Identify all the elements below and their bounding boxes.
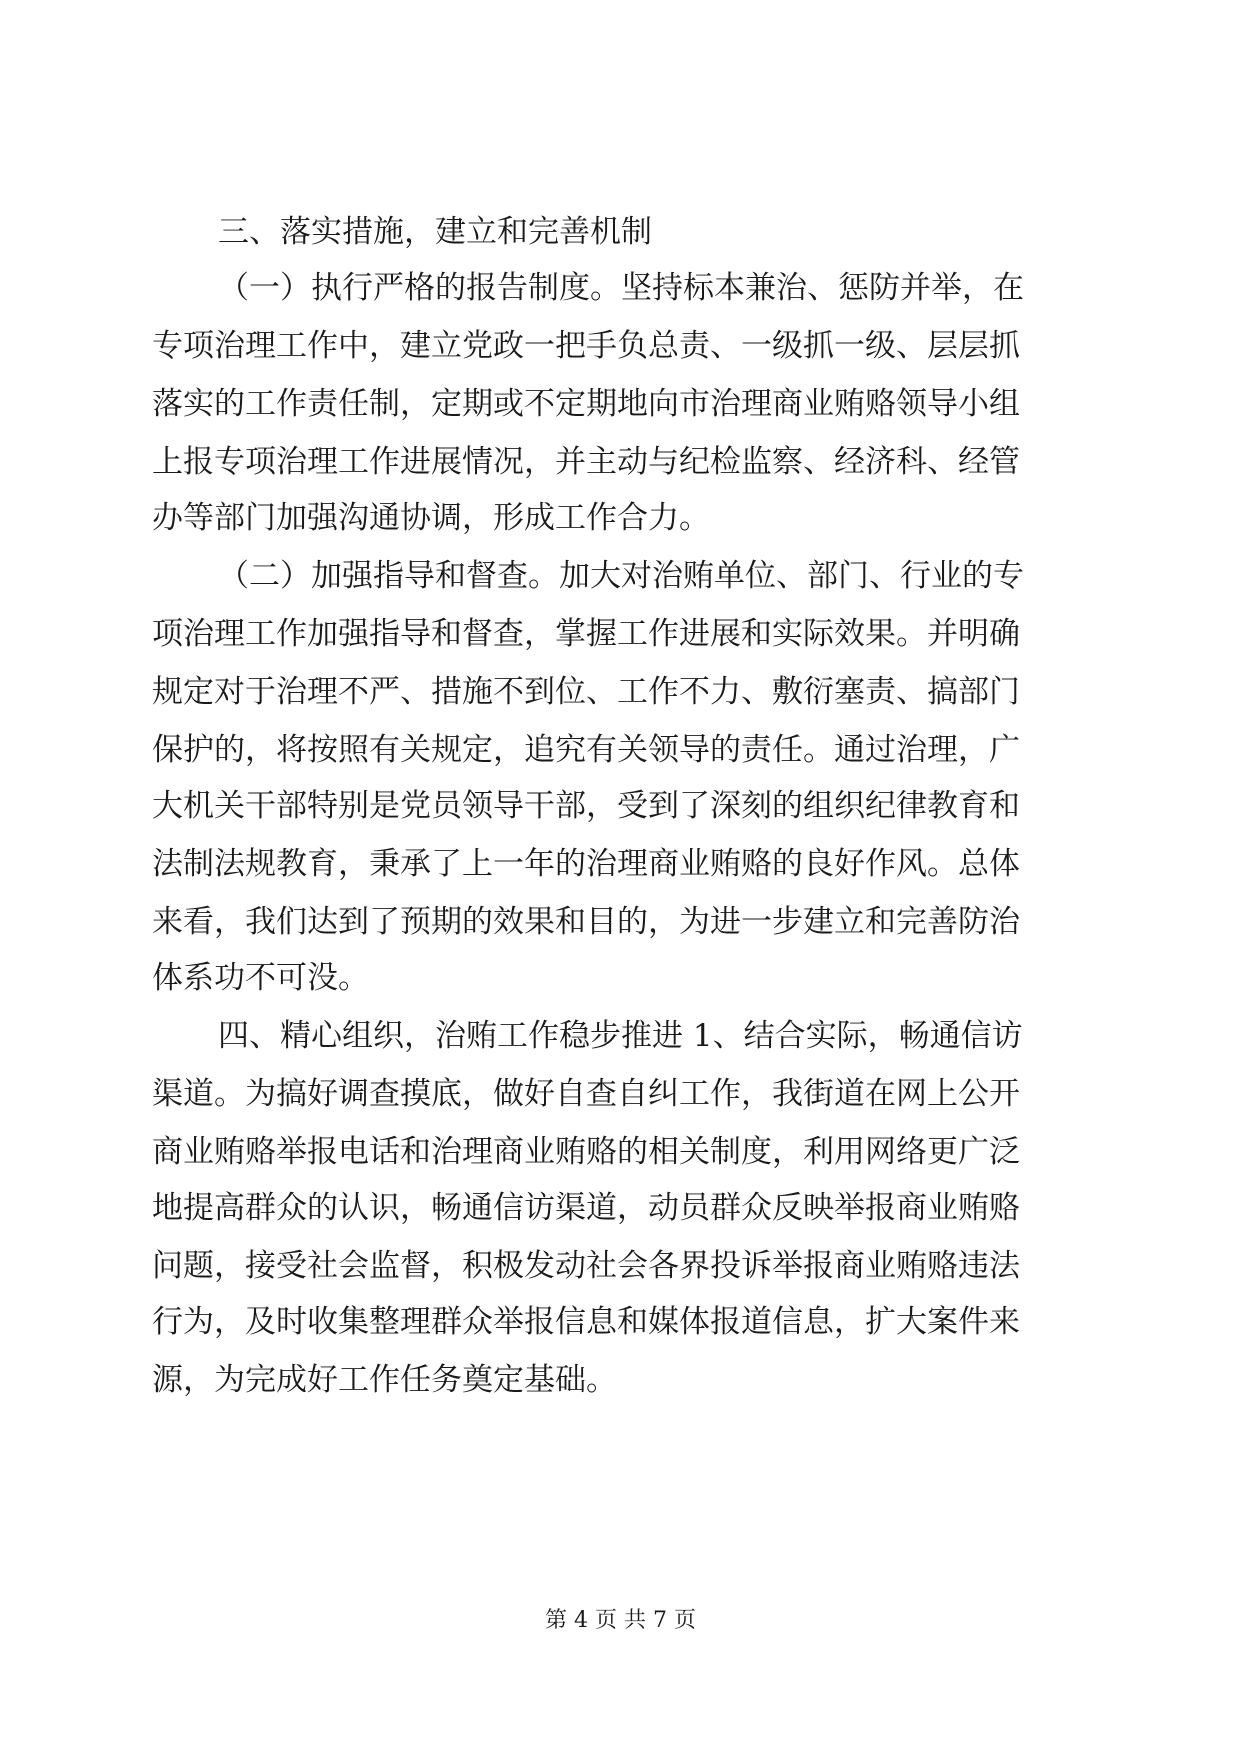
paragraph-line: 商业贿赂举报电话和治理商业贿赂的相关制度，利用网络更广泛 [152,1134,1020,1170]
paragraph-line: 来看，我们达到了预期的效果和目的，为进一步建立和完善防治 [152,904,1020,940]
section-heading-4: 四、精心组织，治贿工作稳步推进 1、结合实际，畅通信访 [218,1018,1023,1054]
page-number-footer: 第 4 页 共 7 页 [545,1608,696,1633]
paragraph-line: 项治理工作加强指导和督查，掌握工作进展和实际效果。并明确 [152,616,1020,652]
paragraph-line: （一）执行严格的报告制度。坚持标本兼治、惩防并举，在 [218,270,1024,306]
paragraph-line: 上报专项治理工作进展情况，并主动与纪检监察、经济科、经管 [152,444,1020,480]
paragraph-line: 渠道。为搞好调查摸底，做好自查自纠工作，我街道在网上公开 [152,1076,1020,1112]
paragraph-line: 法制法规教育，秉承了上一年的治理商业贿赂的良好作风。总体 [152,846,1020,882]
paragraph-line: 体系功不可没。 [152,960,369,996]
paragraph-line: 问题，接受社会监督，积极发动社会各界投诉举报商业贿赂违法 [152,1248,1020,1284]
section-heading-3: 三、落实措施，建立和完善机制 [218,214,652,250]
paragraph-line: 源，为完成好工作任务奠定基础。 [152,1362,617,1398]
paragraph-line: 专项治理工作中，建立党政一把手负总责、一级抓一级、层层抓 [152,328,1020,364]
paragraph-line: 地提高群众的认识，畅通信访渠道，动员群众反映举报商业贿赂 [152,1190,1020,1226]
paragraph-line: 大机关干部特别是党员领导干部，受到了深刻的组织纪律教育和 [152,788,1020,824]
paragraph-line: （二）加强指导和督查。加大对治贿单位、部门、行业的专 [218,558,1024,594]
paragraph-line: 落实的工作责任制，定期或不定期地向市治理商业贿赂领导小组 [152,386,1020,422]
paragraph-line: 行为，及时收集整理群众举报信息和媒体报道信息，扩大案件来 [152,1304,1020,1340]
paragraph-line: 保护的，将按照有关规定，追究有关领导的责任。通过治理，广 [152,732,1020,768]
paragraph-line: 办等部门加强沟通协调，形成工作合力。 [152,500,710,536]
paragraph-line: 规定对于治理不严、措施不到位、工作不力、敷衍塞责、搞部门 [152,674,1020,710]
